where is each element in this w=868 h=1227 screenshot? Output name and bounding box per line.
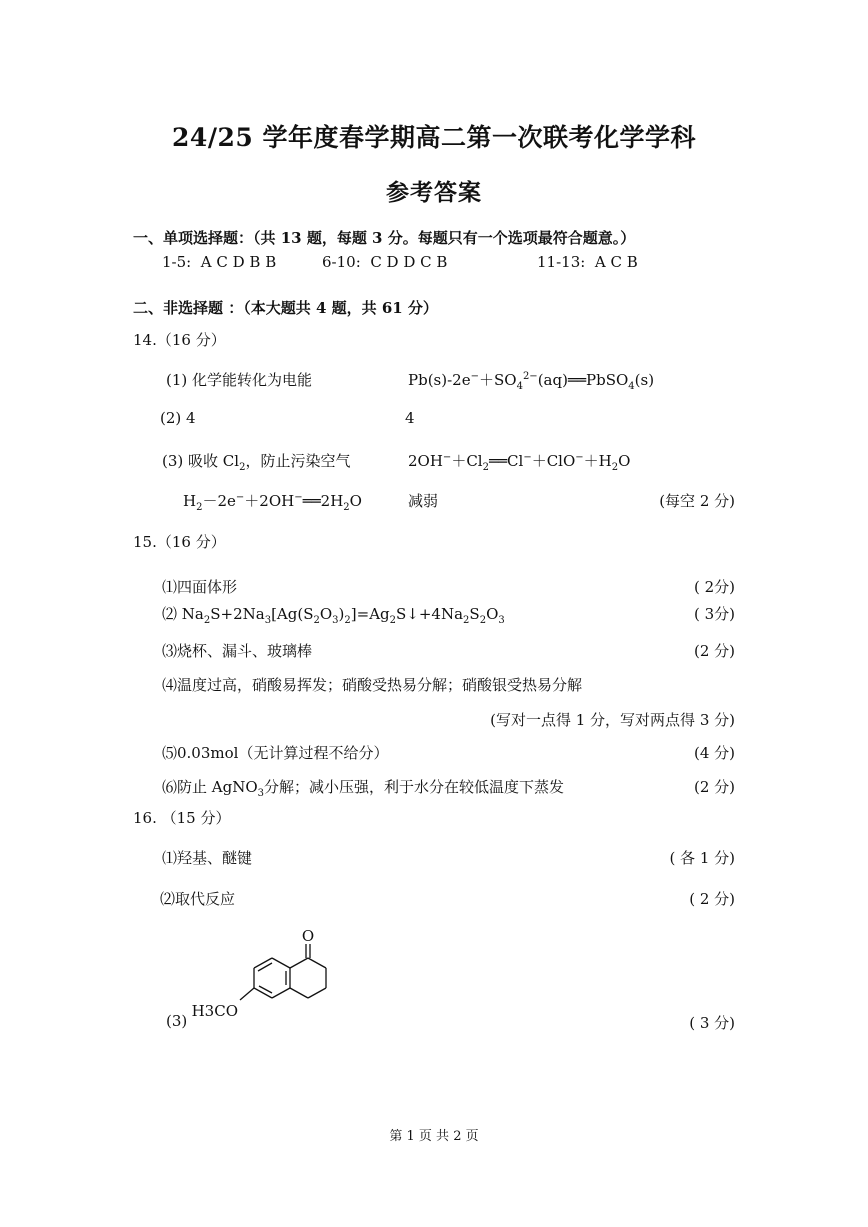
- q15-item-6-suffix: 分解；减小压强，利于水分在较低温度下蒸发: [264, 778, 565, 796]
- chemical-structure: [190, 930, 360, 1030]
- answer-letters: C D D C B: [370, 253, 448, 271]
- methoxy-label: H3CO: [191, 1002, 238, 1020]
- q16-label: 16. （15 分）: [133, 809, 231, 827]
- answer-group-1: [162, 253, 276, 271]
- answer-group-3: [537, 253, 638, 271]
- q15-item-6-prefix: ⑹防止 AgNO: [162, 778, 258, 796]
- q14-a3-suffix: ，防止污染空气: [245, 452, 351, 470]
- q15-item-4-note: (写对一点得 1 分，写对两点得 3 分): [490, 711, 735, 729]
- q14-a2-left: (2) 4: [160, 409, 196, 427]
- q15-item-3: ⑶烧杯、漏斗、玻璃棒: [162, 642, 313, 660]
- q15-score-2: ( 3分): [693, 605, 735, 623]
- q16-score-3: ( 3 分): [689, 1014, 735, 1032]
- q15-item-6: ⑹防止 AgNO$_3$分解；减小压强，利于水分在较低温度下蒸发: [162, 778, 565, 799]
- section2-heading: 二、非选择题 ：（本大题共 4 题，共 61 分）: [133, 299, 438, 317]
- oxygen-label: O: [301, 930, 315, 945]
- q14-a3-prefix: (3) 吸收 Cl: [162, 452, 240, 470]
- page-subtitle: 参考答案: [386, 179, 482, 206]
- q14-score-note: (每空 2 分): [659, 492, 735, 510]
- q16-item-1: ⑴羟基、醚键: [162, 849, 253, 867]
- page-footer: 第 1 页 共 2 页: [389, 1129, 479, 1144]
- section1-heading: 一、单项选择题：（共 13 题，每题 3 分。每题只有一个选项最符合题意。）: [133, 229, 636, 247]
- q15-score-6: (2 分): [693, 778, 735, 796]
- q14-a3-electrode-equation: $H_2-2e^-+2OH^-══2H_2O$: [183, 492, 362, 513]
- q15-item-4: ⑷温度过高，硝酸易挥发；硝酸受热易分解；硝酸银受热易分解: [162, 676, 583, 694]
- answer-range: 1-5:: [162, 253, 192, 271]
- q14-a3-answer-b: 减弱: [408, 492, 439, 510]
- q14-a1-left: (1) 化学能转化为电能: [166, 371, 313, 389]
- q15-item-5: ⑸0.03mol（无计算过程不给分）: [162, 744, 389, 762]
- page-title: 24/25 学年度春学期高二第一次联考化学学科: [172, 123, 696, 152]
- q14-a2-right: 4: [405, 409, 415, 427]
- answer-range: 6-10:: [322, 253, 361, 271]
- q15-label: 15.（16 分）: [133, 533, 226, 551]
- q16-item-3: (3): [166, 1012, 188, 1030]
- q15-item-1: ⑴四面体形: [162, 578, 238, 596]
- q16-score-1: ( 各 1 分): [669, 849, 735, 867]
- answer-group-2: [322, 253, 447, 271]
- q14-a3-equation: $2OH^-+Cl_2══Cl^-+ClO^-+H_2O$: [408, 452, 631, 473]
- q15-score-5: (4 分): [693, 744, 735, 762]
- q16-item-2: ⑵取代反应: [160, 890, 236, 908]
- answer-letters: A C D B B: [200, 253, 277, 271]
- q15-item-2: ⑵ $Na_2S+2Na_3[Ag(S_2O_3)_2]=Ag_2S↓+4Na_2S_2O_3$: [162, 605, 505, 626]
- q15-score-3: (2 分): [693, 642, 735, 660]
- q14-label: 14.（16 分）: [133, 331, 226, 349]
- q14-a1-equation: $Pb(s)-2e^-+SO_4^{2-}(aq)══PbSO_4(s)$: [408, 371, 655, 392]
- q14-a3-left: (3) 吸收 $Cl_2$，防止污染空气: [162, 452, 351, 473]
- q16-score-2: ( 2 分): [689, 890, 735, 908]
- answer-range: 11-13:: [537, 253, 586, 271]
- q15-score-1: ( 2分): [693, 578, 735, 596]
- answer-letters: A C B: [594, 253, 638, 271]
